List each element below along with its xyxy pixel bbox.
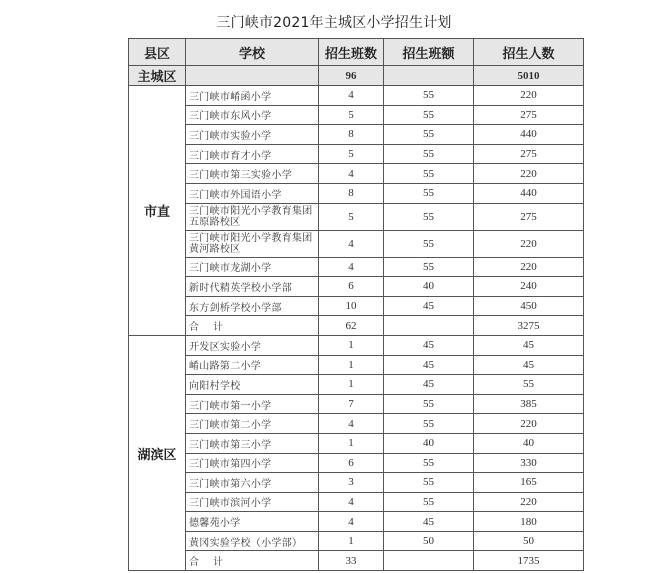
students-cell: 275 [474, 203, 584, 230]
class-size-cell: 55 [384, 492, 474, 512]
class-size-cell [384, 66, 474, 86]
classes-cell: 4 [319, 230, 384, 257]
classes-cell: 4 [319, 164, 384, 184]
students-cell: 385 [474, 394, 584, 414]
region-cell: 主城区 [129, 66, 186, 86]
classes-cell: 4 [319, 414, 384, 434]
school-cell: 东方剑桥学校小学部 [186, 296, 319, 316]
table-row [129, 394, 584, 414]
class-size-cell: 55 [384, 125, 474, 145]
school-cell: 三门峡市实验小学 [186, 125, 319, 145]
classes-cell: 1 [319, 335, 384, 355]
classes-cell: 96 [319, 66, 384, 86]
classes-cell: 4 [319, 492, 384, 512]
classes-cell: 1 [319, 355, 384, 375]
class-size-cell [384, 316, 474, 336]
table-row [129, 164, 584, 184]
header-school: 学校 [186, 39, 319, 66]
class-size-cell: 55 [384, 105, 474, 125]
table-row [129, 105, 584, 125]
table-row [129, 492, 584, 512]
classes-cell: 5 [319, 105, 384, 125]
class-size-cell: 40 [384, 433, 474, 453]
school-cell: 三门峡市外国语小学 [186, 183, 319, 203]
table-row [129, 277, 584, 297]
school-cell: 合计 [186, 316, 319, 336]
table-row [129, 257, 584, 277]
school-cell: 三门峡市滨河小学 [186, 492, 319, 512]
classes-cell: 10 [319, 296, 384, 316]
classes-cell: 1 [319, 375, 384, 395]
class-size-cell: 55 [384, 453, 474, 473]
enrollment-plan-table [128, 38, 584, 571]
table-row [129, 531, 584, 551]
students-cell: 220 [474, 492, 584, 512]
school-cell: 三门峡市第六小学 [186, 473, 319, 493]
school-cell: 三门峡市龙湖小学 [186, 257, 319, 277]
class-size-cell: 45 [384, 375, 474, 395]
school-cell: 三门峡市东风小学 [186, 105, 319, 125]
class-size-cell: 55 [384, 183, 474, 203]
students-cell: 275 [474, 105, 584, 125]
students-cell: 330 [474, 453, 584, 473]
class-size-cell [384, 551, 474, 571]
class-size-cell: 55 [384, 414, 474, 434]
table-row [129, 512, 584, 532]
students-cell: 55 [474, 375, 584, 395]
header-students: 招生人数 [474, 39, 584, 66]
table-row [129, 125, 584, 145]
region-cell: 湖滨区 [129, 335, 186, 570]
students-cell: 220 [474, 257, 584, 277]
students-cell: 3275 [474, 316, 584, 336]
class-size-cell: 55 [384, 144, 474, 164]
students-cell: 180 [474, 512, 584, 532]
school-cell: 黄冈实验学校（小学部） [186, 531, 319, 551]
table-row [129, 335, 584, 355]
students-cell: 165 [474, 473, 584, 493]
classes-cell: 3 [319, 473, 384, 493]
table-row [129, 86, 584, 106]
students-cell: 220 [474, 230, 584, 257]
school-cell: 开发区实验小学 [186, 335, 319, 355]
classes-cell: 5 [319, 144, 384, 164]
classes-cell: 8 [319, 125, 384, 145]
class-size-cell: 45 [384, 512, 474, 532]
students-cell: 440 [474, 125, 584, 145]
table-row [129, 473, 584, 493]
header-class-size: 招生班额 [384, 39, 474, 66]
school-cell: 三门峡市崤函小学 [186, 86, 319, 106]
students-cell: 275 [474, 144, 584, 164]
classes-cell: 1 [319, 531, 384, 551]
class-size-cell: 55 [384, 473, 474, 493]
students-cell: 450 [474, 296, 584, 316]
school-cell: 三门峡市第四小学 [186, 453, 319, 473]
students-cell: 220 [474, 86, 584, 106]
classes-cell: 6 [319, 453, 384, 473]
classes-cell: 4 [319, 257, 384, 277]
classes-cell: 4 [319, 512, 384, 532]
region-cell: 市直 [129, 86, 186, 336]
table-row [129, 355, 584, 375]
header-classes: 招生班数 [319, 39, 384, 66]
students-cell: 50 [474, 531, 584, 551]
students-cell: 220 [474, 164, 584, 184]
table-row [129, 203, 584, 230]
school-cell: 向阳村学校 [186, 375, 319, 395]
class-size-cell: 55 [384, 257, 474, 277]
class-size-cell: 50 [384, 531, 474, 551]
main-city-total-row [129, 66, 584, 86]
school-cell [186, 66, 319, 86]
subtotal-row [129, 551, 584, 571]
students-cell: 1735 [474, 551, 584, 571]
school-cell: 德馨苑小学 [186, 512, 319, 532]
classes-cell: 7 [319, 394, 384, 414]
header-row [129, 39, 584, 66]
students-cell: 240 [474, 277, 584, 297]
class-size-cell: 55 [384, 203, 474, 230]
class-size-cell: 55 [384, 394, 474, 414]
students-cell: 45 [474, 355, 584, 375]
school-cell: 三门峡市第二小学 [186, 414, 319, 434]
school-cell: 三门峡市第三实验小学 [186, 164, 319, 184]
table-row [129, 453, 584, 473]
school-cell: 崤山路第二小学 [186, 355, 319, 375]
classes-cell: 6 [319, 277, 384, 297]
school-cell: 三门峡市第三小学 [186, 433, 319, 453]
classes-cell: 5 [319, 203, 384, 230]
classes-cell: 8 [319, 183, 384, 203]
school-cell: 三门峡市阳光小学教育集团五原路校区 [186, 203, 319, 230]
students-cell: 440 [474, 183, 584, 203]
table-row [129, 144, 584, 164]
classes-cell: 33 [319, 551, 384, 571]
table-row [129, 230, 584, 257]
school-cell: 三门峡市育才小学 [186, 144, 319, 164]
table-row [129, 433, 584, 453]
class-size-cell: 55 [384, 164, 474, 184]
class-size-cell: 45 [384, 335, 474, 355]
students-cell: 40 [474, 433, 584, 453]
school-cell: 三门峡市阳光小学教育集团黄河路校区 [186, 230, 319, 257]
students-cell: 5010 [474, 66, 584, 86]
header-region: 县区 [129, 39, 186, 66]
class-size-cell: 45 [384, 355, 474, 375]
school-cell: 合计 [186, 551, 319, 571]
class-size-cell: 55 [384, 230, 474, 257]
table-row [129, 414, 584, 434]
class-size-cell: 40 [384, 277, 474, 297]
table-row [129, 375, 584, 395]
class-size-cell: 45 [384, 296, 474, 316]
school-cell: 三门峡市第一小学 [186, 394, 319, 414]
classes-cell: 1 [319, 433, 384, 453]
classes-cell: 62 [319, 316, 384, 336]
table-row [129, 183, 584, 203]
school-cell: 新时代精英学校小学部 [186, 277, 319, 297]
subtotal-row [129, 316, 584, 336]
classes-cell: 4 [319, 86, 384, 106]
document-title: 三门峡市2021年主城区小学招生计划 [216, 15, 452, 31]
table-row [129, 296, 584, 316]
students-cell: 45 [474, 335, 584, 355]
students-cell: 220 [474, 414, 584, 434]
class-size-cell: 55 [384, 86, 474, 106]
